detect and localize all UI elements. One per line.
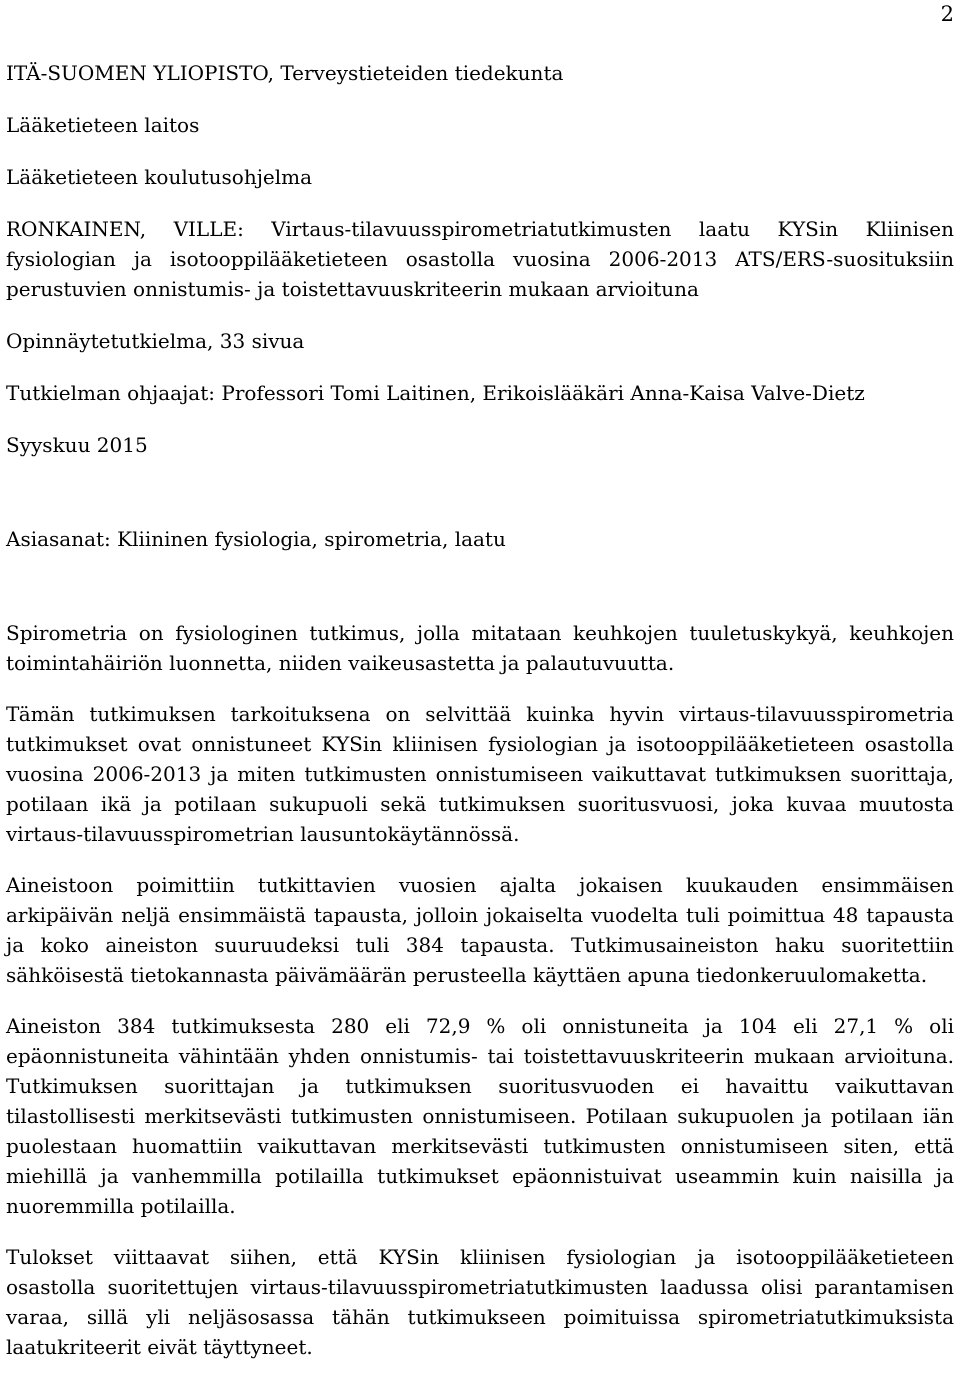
title-line: RONKAINEN, VILLE: Virtaus-tilavuusspirometriatutkimusten laatu KYSin Kliinisen	[6, 217, 954, 241]
paragraph-line: toimintahäiriön luonnetta, niiden vaikeusastetta ja palautuvuutta.	[6, 651, 675, 675]
paragraph-line: Aineiston 384 tutkimuksesta 280 eli 72,9 % oli onnistuneita ja 104 eli 27,1 % oli	[6, 1014, 954, 1038]
paragraph-line: vuosina 2006-2013 ja miten tutkimusten onnistumiseen vaikuttavat tutkimuksen suorittaja,	[6, 762, 954, 786]
paragraph-line: virtaus-tilavuusspirometrian lausuntokäytännössä.	[6, 822, 520, 846]
paragraph-line: ja koko aineiston suuruudeksi tuli 384 tapausta. Tutkimusaineiston haku suoritettiin	[6, 933, 954, 957]
paragraph-line: puolestaan huomattiin vaikuttavan merkitsevästi tutkimusten onnistumiseen siten, että	[6, 1134, 954, 1158]
paragraph-line: laatukriteerit eivät täyttyneet.	[6, 1335, 313, 1359]
paragraph-line: sähköisestä tietokannasta päivämäärän perusteella käyttäen apuna tiedonkeruulomaketta.	[6, 963, 928, 987]
title-line: fysiologian ja isotooppilääketieteen osastolla vuosina 2006-2013 ATS/ERS-suosituksiin	[6, 247, 954, 271]
university-line: ITÄ-SUOMEN YLIOPISTO, Terveystieteiden tiedekunta	[6, 61, 564, 85]
abstract-paragraph-4	[6, 1011, 954, 1221]
abstract-paragraph-2	[6, 699, 954, 849]
supervisors-line: Tutkielman ohjaajat: Professori Tomi Laitinen, Erikoislääkäri Anna-Kaisa Valve-Dietz	[6, 381, 865, 405]
paragraph-line: Tutkimuksen suorittajan ja tutkimuksen suoritusvuoden ei havaittu vaikuttavan	[6, 1074, 954, 1098]
paragraph-line: nuoremmilla potilailla.	[6, 1194, 236, 1218]
paragraph-line: varaa, sillä yli neljäsosassa tähän tutkimukseen poimituissa spirometriatutkimuksista	[6, 1305, 954, 1329]
paragraph-line: Tämän tutkimuksen tarkoituksena on selvittää kuinka hyvin virtaus-tilavuusspirometria	[6, 702, 954, 726]
abstract-paragraph-3	[6, 870, 954, 990]
abstract-paragraph-5	[6, 1242, 954, 1362]
thesis-title-block	[6, 214, 954, 304]
paragraph-line: miehillä ja vanhemmilla potilailla tutkimukset epäonnistuivat useammin kuin naisilla ja	[6, 1164, 954, 1188]
department-line: Lääketieteen laitos	[6, 113, 200, 137]
page-number: 2	[940, 2, 954, 26]
thesis-type-line: Opinnäytetutkielma, 33 sivua	[6, 329, 305, 353]
paragraph-line: osastolla suoritettujen virtaus-tilavuusspirometriatutkimusten laadussa olisi parantamisen	[6, 1275, 954, 1299]
paragraph-line: Tulokset viittaavat siihen, että KYSin kliinisen fysiologian ja isotooppilääketieteen	[6, 1245, 954, 1269]
title-line: perustuvien onnistumis- ja toistettavuuskriteerin mukaan arvioituna	[6, 277, 699, 301]
date-line: Syyskuu 2015	[6, 433, 148, 457]
paragraph-line: tilastollisesti merkitsevästi tutkimusten onnistumiseen. Potilaan sukupuolen ja potilaan iän	[6, 1104, 954, 1128]
keywords-line: Asiasanat: Kliininen fysiologia, spirometria, laatu	[6, 527, 506, 551]
paragraph-line: epäonnistuneita vähintään yhden onnistumis- tai toistettavuuskriteerin mukaan arvioituna.	[6, 1044, 954, 1068]
paragraph-line: Spirometria on fysiologinen tutkimus, jolla mitataan keuhkojen tuuletuskykyä, keuhkojen	[6, 621, 954, 645]
abstract-paragraph-1	[6, 618, 954, 678]
paragraph-line: potilaan ikä ja potilaan sukupuoli sekä tutkimuksen suoritusvuosi, joka kuvaa muutosta	[6, 792, 954, 816]
paragraph-line: tutkimukset ovat onnistuneet KYSin kliinisen fysiologian ja isotooppilääketieteen osastolla	[6, 732, 954, 756]
paragraph-line: arkipäivän neljä ensimmäistä tapausta, jolloin jokaiselta vuodelta tuli poimittua 48 tapausta	[6, 903, 954, 927]
paragraph-line: Aineistoon poimittiin tutkittavien vuosien ajalta jokaisen kuukauden ensimmäisen	[6, 873, 954, 897]
program-line: Lääketieteen koulutusohjelma	[6, 165, 313, 189]
document-body	[6, 58, 954, 1383]
